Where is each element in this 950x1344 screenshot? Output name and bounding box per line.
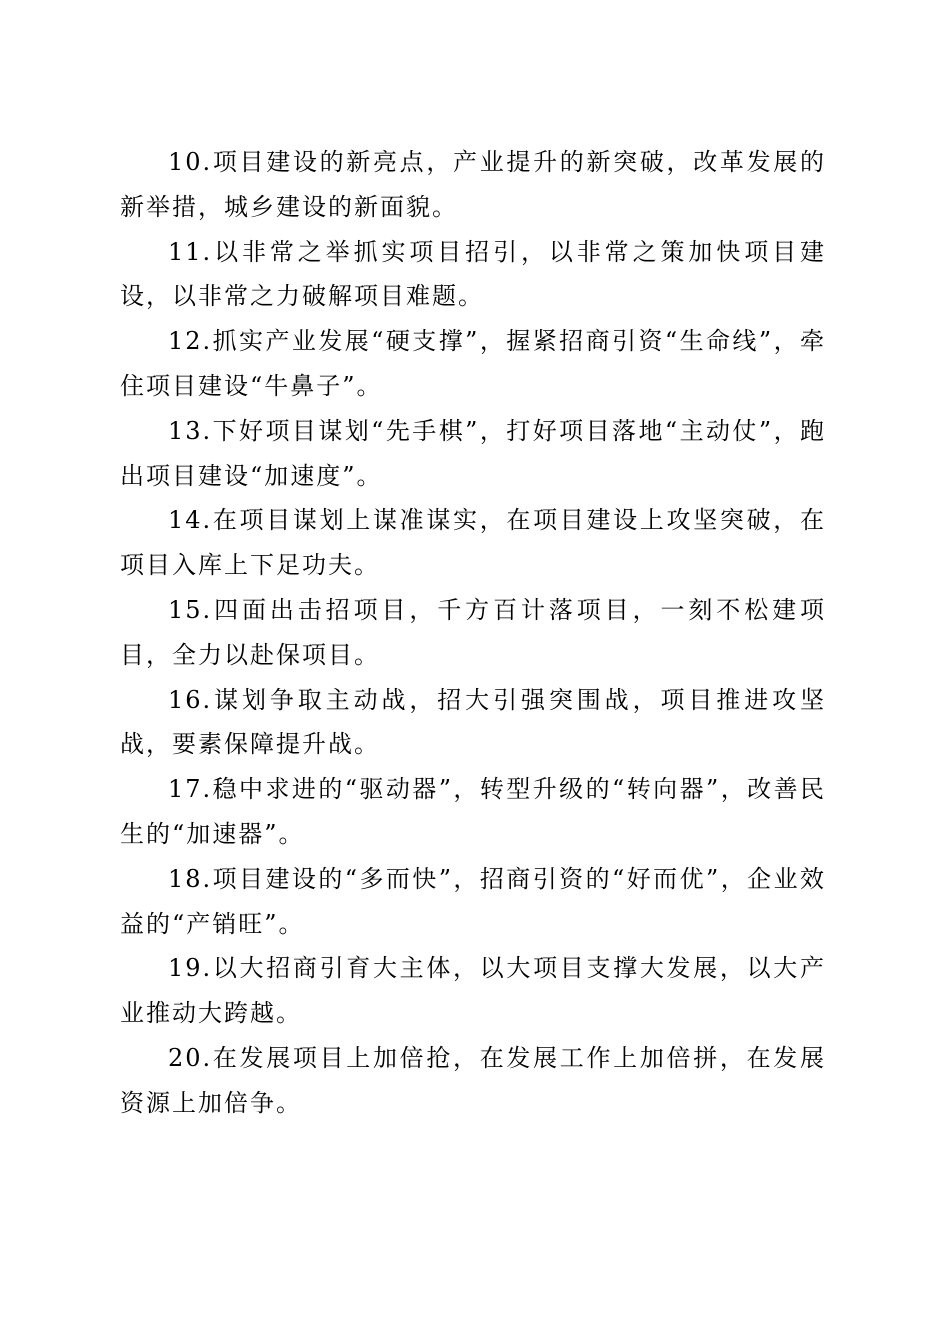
- paragraph-13: 13.下好项目谋划“先手棋”，打好项目落地“主动仗”，跑出项目建设“加速度”。: [120, 416, 826, 490]
- paragraph-11: 11.以非常之举抓实项目招引，以非常之策加快项目建设，以非常之力破解项目难题。: [120, 237, 826, 311]
- paragraph-12: 12.抓实产业发展“硬支撑”，握紧招商引资“生命线”，牵住项目建设“牛鼻子”。: [120, 327, 826, 400]
- paragraph-15: 15.四面出击招项目，千方百计落项目，一刻不松建项目，全力以赴保项目。: [120, 595, 826, 669]
- paragraph-14: 14.在项目谋划上谋准谋实，在项目建设上攻坚突破，在项目入库上下足功夫。: [120, 506, 826, 580]
- document-body: [120, 140, 826, 1126]
- paragraph-20: 20.在发展项目上加倍抢，在发展工作上加倍拼，在发展资源上加倍争。: [120, 1043, 826, 1117]
- paragraph-18: 18.项目建设的“多而快”，招商引资的“好而优”，企业效益的“产销旺”。: [120, 864, 826, 938]
- paragraph-17: 17.稳中求进的“驱动器”，转型升级的“转向器”，改善民生的“加速器”。: [120, 775, 826, 848]
- paragraph-16: 16.谋划争取主动战，招大引强突围战，项目推进攻坚战，要素保障提升战。: [120, 685, 826, 759]
- paragraph-10: 10.项目建设的新亮点，产业提升的新突破，改革发展的新举措，城乡建设的新面貌。: [120, 148, 826, 221]
- paragraph-19: 19.以大招商引育大主体，以大项目支撑大发展，以大产业推动大跨越。: [120, 954, 826, 1028]
